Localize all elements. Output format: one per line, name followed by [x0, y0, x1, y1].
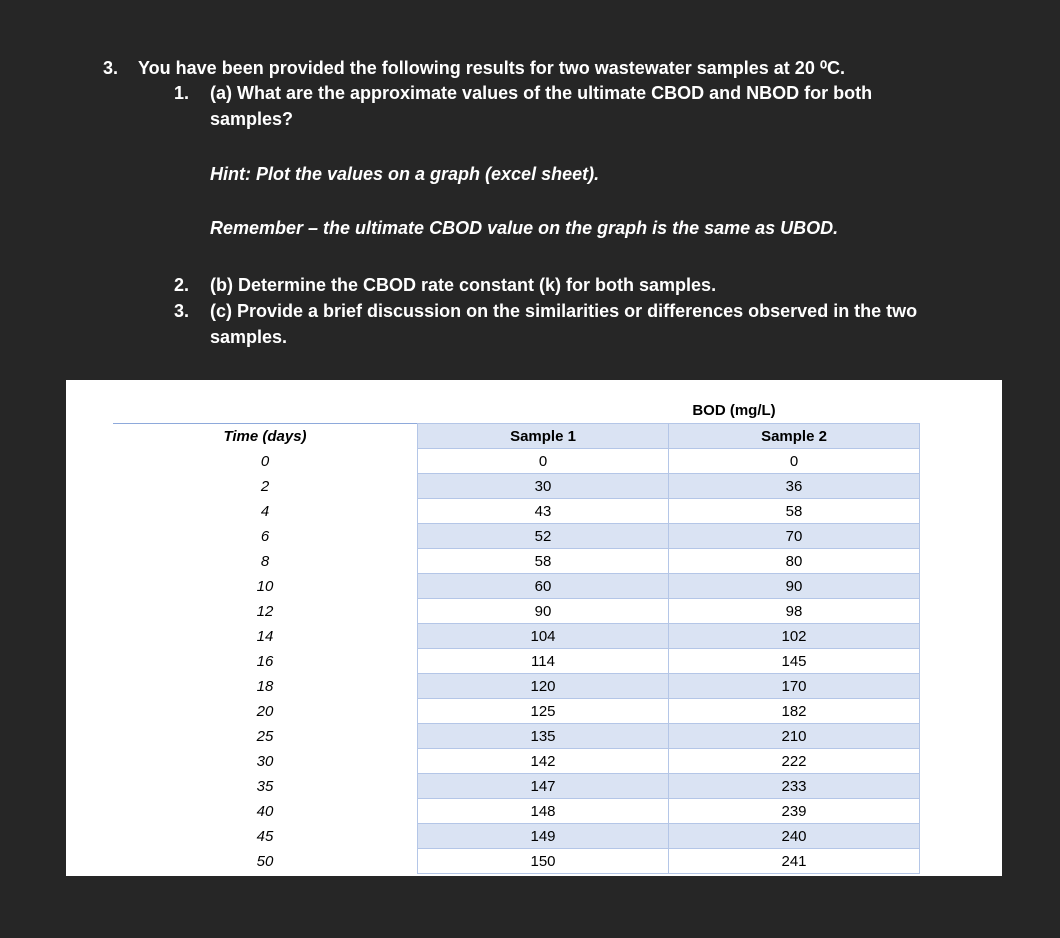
- part-a: [174, 80, 974, 132]
- sample-1-cell: 104: [418, 624, 669, 649]
- sample-1-cell: 135: [418, 724, 669, 749]
- part-b-number: 2.: [174, 275, 190, 295]
- question-text: You have been provided the following results for two wastewater samples at 20 ⁰C.: [138, 58, 846, 78]
- bod-group-header: BOD (mg/L): [692, 402, 776, 419]
- sample-1-cell: 43: [418, 499, 669, 524]
- sample-1-cell: 114: [418, 649, 669, 674]
- sample-1-cell: 149: [418, 824, 669, 849]
- table-row: [113, 674, 920, 699]
- table-body: [113, 449, 920, 874]
- time-cell: 35: [256, 777, 274, 795]
- sample-1-cell: 60: [418, 574, 669, 599]
- part-b-line-1: (b) Determine the CBOD rate constant (k) for both samples.: [210, 275, 717, 295]
- table-row: [113, 849, 920, 874]
- part-c: [174, 298, 974, 350]
- time-cell: 40: [256, 802, 274, 820]
- sample-2-cell: 170: [669, 674, 920, 699]
- sample-1-cell: 150: [418, 849, 669, 874]
- sample-1-cell: 58: [418, 549, 669, 574]
- sample-2-cell: 222: [669, 749, 920, 774]
- sample-2-cell: 80: [669, 549, 920, 574]
- table-row: [113, 574, 920, 599]
- sample-2-cell: 70: [669, 524, 920, 549]
- table-row: [113, 724, 920, 749]
- table-row: [113, 649, 920, 674]
- sample-1-cell: 120: [418, 674, 669, 699]
- table-row: [113, 524, 920, 549]
- sample-1-cell: 147: [418, 774, 669, 799]
- part-a-line-1: (a) What are the approximate values of the ultimate CBOD and NBOD for both: [210, 83, 873, 103]
- table-row: [113, 799, 920, 824]
- time-cell: 14: [256, 627, 274, 645]
- question-number: 3.: [103, 58, 119, 78]
- sample-1-cell: 30: [418, 474, 669, 499]
- time-cell: 10: [256, 577, 274, 595]
- remember-text: Remember – the ultimate CBOD value on the graph is the same as UBOD.: [210, 218, 839, 238]
- sample-2-cell: 240: [669, 824, 920, 849]
- sample-2-cell: 58: [669, 499, 920, 524]
- sample-2-cell: 36: [669, 474, 920, 499]
- bod-table-panel: [66, 380, 1002, 876]
- sample-2-cell: 0: [669, 449, 920, 474]
- time-cell: 4: [260, 502, 270, 520]
- time-cell: 16: [256, 652, 274, 670]
- time-cell: 30: [256, 752, 274, 770]
- time-cell: 25: [256, 727, 274, 745]
- sample-1-cell: 0: [418, 449, 669, 474]
- time-cell: 18: [256, 677, 274, 695]
- part-c-line-2: samples.: [210, 327, 288, 347]
- sample-2-cell: 210: [669, 724, 920, 749]
- sample-2-cell: 233: [669, 774, 920, 799]
- sample-2-cell: 98: [669, 599, 920, 624]
- sample-2-cell: 239: [669, 799, 920, 824]
- table-header-row: [113, 424, 920, 449]
- time-cell: 6: [260, 527, 270, 545]
- table-row: [113, 449, 920, 474]
- hint-text: Hint: Plot the values on a graph (excel sheet).: [210, 164, 600, 184]
- time-cell: 8: [260, 552, 270, 570]
- sample-2-cell: 102: [669, 624, 920, 649]
- part-c-number: 3.: [174, 301, 190, 321]
- bod-table: [113, 423, 920, 874]
- sample-2-column-header: Sample 2: [669, 424, 920, 449]
- part-b: [174, 272, 974, 298]
- sample-2-cell: 90: [669, 574, 920, 599]
- table-row: [113, 499, 920, 524]
- time-cell: 2: [260, 477, 270, 495]
- table-row: [113, 549, 920, 574]
- time-cell: 45: [256, 827, 274, 845]
- table-row: [113, 599, 920, 624]
- sample-1-cell: 90: [418, 599, 669, 624]
- part-a-line-2: samples?: [210, 109, 294, 129]
- table-row: [113, 774, 920, 799]
- question-header: [103, 56, 845, 80]
- sample-2-cell: 241: [669, 849, 920, 874]
- sample-2-cell: 145: [669, 649, 920, 674]
- time-cell: 12: [256, 602, 274, 620]
- table-row: [113, 749, 920, 774]
- sample-1-cell: 125: [418, 699, 669, 724]
- sample-2-cell: 182: [669, 699, 920, 724]
- time-cell: 0: [260, 452, 270, 470]
- part-a-number: 1.: [174, 83, 190, 103]
- sample-1-cell: 52: [418, 524, 669, 549]
- time-column-header: Time (days): [223, 427, 307, 445]
- sample-1-cell: 142: [418, 749, 669, 774]
- table-row: [113, 474, 920, 499]
- time-cell: 50: [256, 852, 274, 870]
- table-row: [113, 824, 920, 849]
- part-c-line-1: (c) Provide a brief discussion on the similarities or differences observed in the two: [210, 301, 918, 321]
- sample-1-cell: 148: [418, 799, 669, 824]
- table-row: [113, 699, 920, 724]
- sample-1-column-header: Sample 1: [418, 424, 669, 449]
- table-row: [113, 624, 920, 649]
- time-cell: 20: [256, 702, 274, 720]
